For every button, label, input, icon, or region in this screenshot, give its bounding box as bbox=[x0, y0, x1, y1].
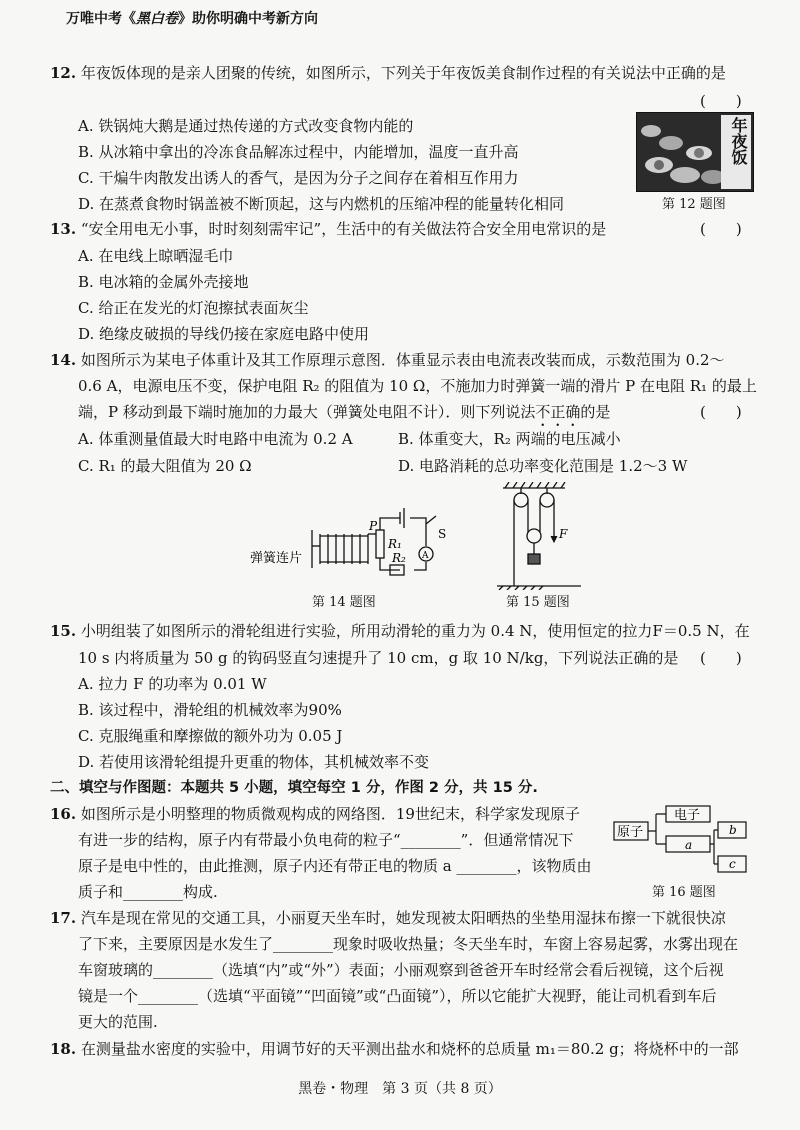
concept-atom-label: 原子 bbox=[617, 825, 644, 840]
page-header bbox=[66, 8, 318, 28]
q17-line-3: 车窗玻璃的________（选填“内”或“外”）表面；小丽观察到爸爸开车时经常会看后视镜，这个后视 bbox=[78, 961, 724, 979]
q16-line1-text: 如图所示是小明整理的物质微观构成的网络图．19世纪末，科学家发现原子 bbox=[80, 805, 580, 823]
q12-figure-caption: 第 12 题图 bbox=[662, 197, 726, 212]
q14-option-a: A. 体重测量值最大时电路中电流为 0.2 A bbox=[78, 430, 353, 448]
q15-option-b: B. 该过程中，滑轮组的机械效率为90% bbox=[78, 701, 342, 719]
header-prefix: 万唯中考《 bbox=[66, 11, 136, 27]
q17-number: 17. bbox=[50, 909, 77, 927]
q16-figure-caption: 第 16 题图 bbox=[652, 885, 716, 900]
q14-option-b: B. 体重变大，R₂ 两端的电压减小 bbox=[398, 430, 621, 448]
q15-line1-text: 小明组装了如图所示的滑轮组进行实验，所用动滑轮的重力为 0.4 N，使用恒定的拉力F＝0.5 N，在 bbox=[80, 622, 750, 640]
r2-label: R₂ bbox=[392, 551, 406, 565]
q15-line-1 bbox=[50, 620, 750, 642]
q15-option-d: D. 若使用该滑轮组提升更重的物体，其机械效率不变 bbox=[78, 753, 430, 771]
q16-line-3: 原子是电中性的，由此推测，原子内还有带正电的物质 a ________，该物质由 bbox=[78, 857, 592, 875]
q16-line-1 bbox=[50, 803, 580, 825]
q13-option-c: C. 给正在发光的灯泡擦拭表面灰尘 bbox=[78, 299, 309, 317]
q15-line-2: 10 s 内将质量为 50 g 的钩码竖直匀速提升了 10 cm，g 取 10 N/kg，下列说法正确的是 bbox=[78, 649, 679, 667]
r1-label: R₁ bbox=[388, 537, 402, 551]
q12-stem: 年夜饭体现的是亲人团聚的传统，如图所示，下列关于年夜饭美食制作过程的有关说法中正确的是 bbox=[80, 64, 726, 82]
q13-option-d: D. 绝缘皮破损的导线仍接在家庭电路中使用 bbox=[78, 325, 370, 343]
q14-answer-bracket: ( ) bbox=[700, 403, 742, 421]
q17-line-2: 了下来，主要原因是水发生了________现象时吸收热量；冬天坐车时，车窗上容易起雾，水雾出现在 bbox=[78, 935, 739, 953]
q14-circuit-diagram bbox=[250, 486, 450, 586]
q12-option-d: D. 在蒸煮食物时锅盖被不断顶起，这与内燃机的压缩冲程的能量转化相同 bbox=[78, 195, 565, 213]
q15-option-a: A. 拉力 F 的功率为 0.01 W bbox=[78, 675, 267, 693]
q15-option-c: C. 克服绳重和摩擦做的额外功为 0.05 J bbox=[78, 727, 343, 745]
q12-option-a: A. 铁锅炖大鹅是通过热传递的方式改变食物内能的 bbox=[78, 117, 414, 135]
concept-electron-label: 电子 bbox=[674, 808, 701, 823]
q14-option-d: D. 电路消耗的总功率变化范围是 1.2～3 W bbox=[398, 457, 688, 475]
q16-line-4: 质子和________构成. bbox=[78, 883, 218, 901]
q13-answer-bracket: ( ) bbox=[700, 220, 742, 238]
concept-c-label: c bbox=[729, 857, 736, 871]
q14-emphasis: 不正确 bbox=[535, 403, 581, 421]
q12-answer-bracket: ( ) bbox=[700, 92, 742, 110]
section-2-title: 二、填空与作图题：本题共 5 小题，填空每空 1 分，作图 2 分，共 15 分. bbox=[50, 780, 538, 796]
page-footer: 黑卷・物理 第 3 页（共 8 页） bbox=[298, 1081, 502, 1097]
q16-number: 16. bbox=[50, 805, 77, 823]
q16-line-2: 有进一步的结构，原子内有带最小负电荷的粒子“________”．但通常情况下 bbox=[78, 831, 574, 849]
q14-line1-text: 如图所示为某电子体重计及其工作原理示意图．体重显示表由电流表改装而成，示数范围为 0.2～ bbox=[80, 351, 725, 369]
q14-figure-caption: 第 14 题图 bbox=[312, 595, 376, 610]
q17-line1-text: 汽车是现在常见的交通工具，小丽夏天坐车时，她发现被太阳晒热的坐垫用湿抹布擦一下就很快凉 bbox=[80, 909, 726, 927]
q12-option-b: B. 从冰箱中拿出的冷冻食品解冻过程中，内能增加，温度一直升高 bbox=[78, 143, 519, 161]
slider-p-label: P bbox=[369, 519, 378, 533]
q15-pulley-diagram bbox=[495, 482, 585, 590]
concept-b-label: b bbox=[729, 823, 737, 837]
q12-option-c: C. 干煸牛肉散发出诱人的香气，是因为分子之间存在着相互作用力 bbox=[78, 169, 519, 187]
spring-label: 弹簧连片 bbox=[250, 551, 303, 566]
q12-number: 12. bbox=[50, 64, 77, 82]
q13-stem-line bbox=[50, 218, 606, 240]
q17-line-5: 更大的范围. bbox=[78, 1013, 158, 1031]
force-arrow-head bbox=[551, 536, 557, 542]
q17-line-1 bbox=[50, 907, 726, 929]
q14-option-c: C. R₁ 的最大阻值为 20 Ω bbox=[78, 457, 252, 475]
concept-a-label: a bbox=[685, 838, 693, 852]
q14-line-1 bbox=[50, 349, 725, 371]
spring-coil bbox=[312, 530, 368, 568]
q12-stem-line bbox=[50, 62, 726, 84]
pulley-system bbox=[497, 482, 581, 590]
q17-line-4: 镜是一个________（选填“平面镜”“凹面镜”或“凸面镜”），所以它能扩大视野，能让司机看到车后 bbox=[78, 987, 717, 1005]
q15-number: 15. bbox=[50, 622, 77, 640]
q15-answer-bracket: ( ) bbox=[700, 649, 742, 667]
q12-dinner-photo bbox=[636, 112, 754, 192]
q15-figure-caption: 第 15 题图 bbox=[506, 595, 570, 610]
q18-line1-text: 在测量盐水密度的实验中，用调节好的天平测出盐水和烧杯的总质量 m₁＝80.2 g；将烧杯中的一部 bbox=[80, 1040, 739, 1058]
r1-resistor bbox=[376, 530, 384, 558]
q13-option-b: B. 电冰箱的金属外壳接地 bbox=[78, 273, 249, 291]
q13-option-a: A. 在电线上晾晒湿毛巾 bbox=[78, 247, 234, 265]
q14-line-3 bbox=[78, 401, 610, 430]
force-f-label: F bbox=[559, 527, 568, 541]
switch-s-label: S bbox=[438, 527, 447, 541]
q14-line-2: 0.6 A，电源电压不变，保护电阻 R₂ 的阻值为 10 Ω，不施加力时弹簧一端的滑片 P 在电阻 R₁ 的最上 bbox=[78, 377, 757, 395]
q16-concept-map bbox=[612, 804, 760, 880]
q14-line3-a: 端，P 移动到最下端时施加的力最大（弹簧处电阻不计）．则下列说法 bbox=[78, 403, 536, 421]
q18-number: 18. bbox=[50, 1040, 77, 1058]
q14-number: 14. bbox=[50, 351, 77, 369]
q13-number: 13. bbox=[50, 220, 77, 238]
ammeter-a-label: A bbox=[422, 551, 429, 561]
q18-line-1 bbox=[50, 1038, 739, 1060]
header-brand: 黑白卷 bbox=[136, 11, 178, 27]
q13-stem: “安全用电无小事，时时刻刻需牢记”，生活中的有关做法符合安全用电常识的是 bbox=[80, 220, 607, 238]
q14-line3-b: 的是 bbox=[580, 403, 611, 421]
header-suffix: 》助你明确中考新方向 bbox=[178, 11, 318, 27]
q12-figure-calligraphy: 年夜饭 bbox=[729, 117, 748, 165]
